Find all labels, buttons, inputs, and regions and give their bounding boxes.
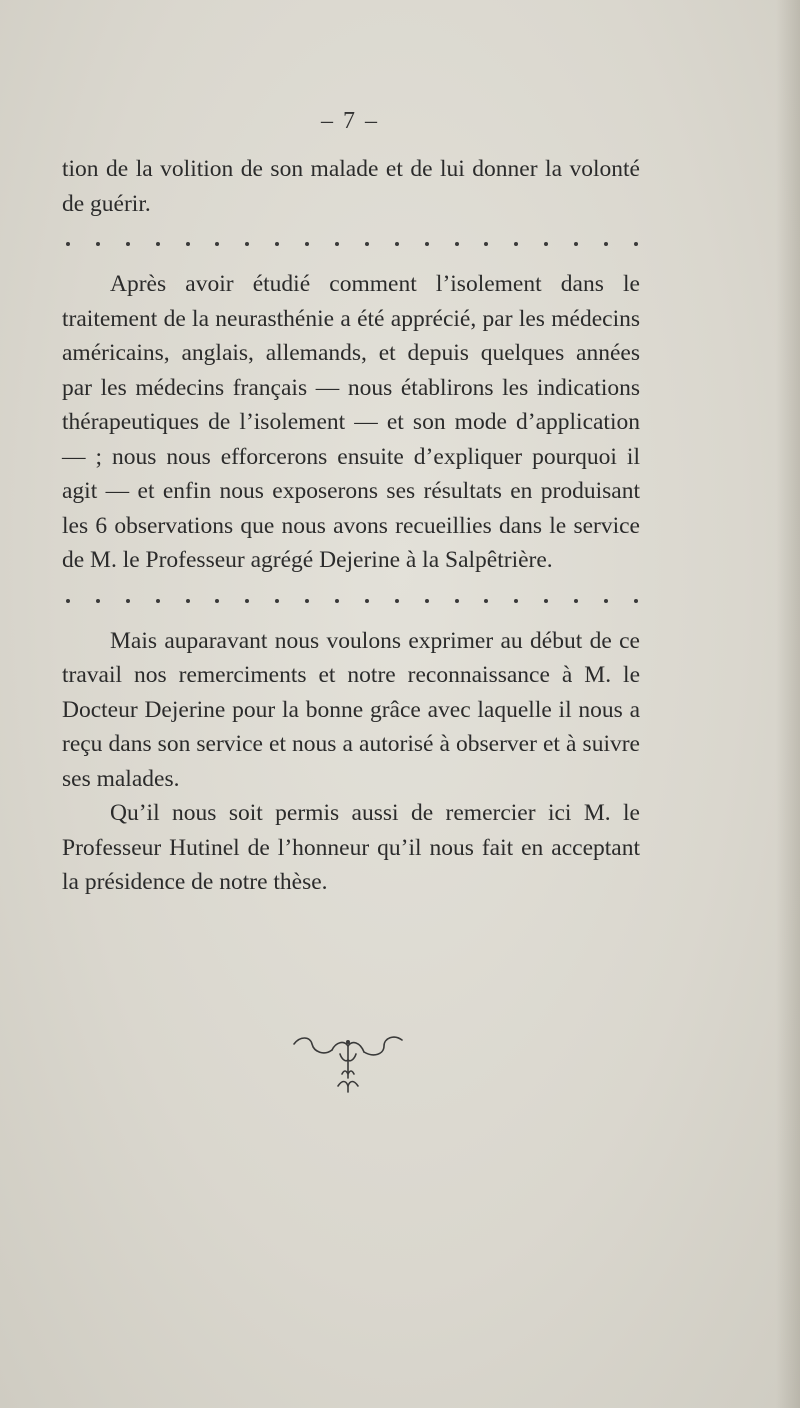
paragraph-continuation: tion de la volition de son malade et de lui donner la volonté de guérir. [62,156,640,217]
body-text [62,152,640,900]
fleuron-ornament-icon [288,1030,408,1100]
page-number: – 7 – [321,108,379,134]
paragraph-thanks: Qu’il nous soit permis aussi de remercier ici M. le Professeur Hutinel de l’honneur qu’il nous fait en acceptant la présidence de notre thèse. [62,800,640,895]
paragraph-acknowledgement: Mais auparavant nous voulons exprimer au début de ce travail nos remerciments et notre reconnaissance à M. le Docteur Dejerine pour la bonne grâce avec laquelle il nous a reçu dans son service et nous a autorisé à observer et à suivre ses malades. [62,627,640,792]
page-edge-shadow [776,0,800,1408]
ellipsis-separator [62,227,640,261]
paragraph-plan: Après avoir étudié comment l’isolement dans le traitement de la neurasthénie a été apprécié, par les médecins américains, anglais, allemands, et depuis quelques années par les médecins français — nous établirons les indications thérapeutiques de l’isolement — et son mode d’application — ; nous nous efforcerons ensuite d’expliquer pourquoi il agit — et enfin nous exposerons ses résultats en produisant les 6 observations que nous avons recueillies dans le service de M. le Professeur agrégé Dejerine à la Salpêtrière. [62,271,640,573]
ellipsis-separator [62,584,640,618]
